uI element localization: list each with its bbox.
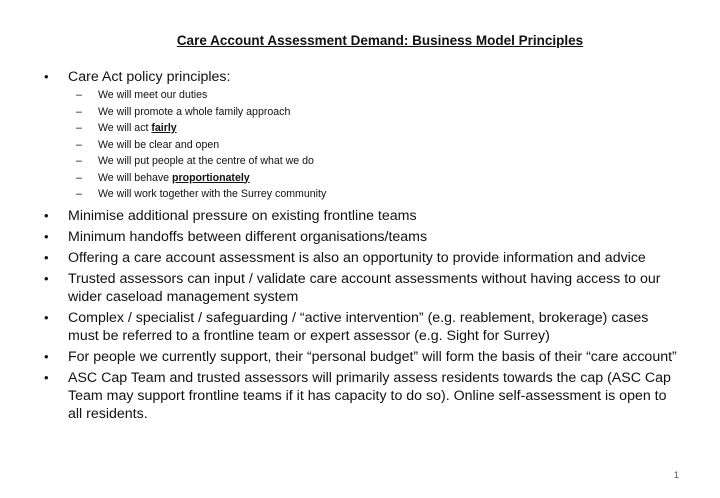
sublist-item xyxy=(68,121,682,138)
sublist-item-text: We will promote a whole family approach xyxy=(98,105,291,118)
sublist-item-text: We will be clear and open xyxy=(98,138,220,151)
list-item xyxy=(42,228,682,246)
list-item-policy xyxy=(42,68,682,204)
list-item xyxy=(42,369,682,423)
sublist-item xyxy=(68,88,682,105)
list-item-text: Minimise additional pressure on existing frontline teams xyxy=(68,207,417,224)
bullet-icon: • xyxy=(44,207,49,223)
list-item-text: Offering a care account assessment is also an opportunity to provide information and advice xyxy=(68,249,646,266)
list-item-text: For people we currently support, their “personal budget” will form the basis of their “care account” xyxy=(68,348,677,365)
sublist-item xyxy=(68,187,682,204)
bullet-icon: • xyxy=(44,348,49,364)
policy-heading: Care Act policy principles: xyxy=(68,69,231,85)
dash-icon: – xyxy=(76,171,82,184)
sublist-item-text: We will work together with the Surrey community xyxy=(98,188,327,200)
sublist-item xyxy=(68,154,682,171)
dash-icon: – xyxy=(76,89,82,101)
bullet-icon: • xyxy=(44,69,49,84)
bullet-icon: • xyxy=(44,270,49,286)
dash-icon: – xyxy=(76,105,82,118)
policy-sublist xyxy=(68,88,682,204)
list-item-text: ASC Cap Team and trusted assessors will primarily assess residents towards the cap (ASC Cap Team may support frontline teams if it has capacity to do so). Online self-assessment is open to all residents. xyxy=(68,369,671,422)
sublist-item-text: We will act xyxy=(98,122,152,134)
list-item xyxy=(42,348,682,366)
dash-icon: – xyxy=(76,155,82,167)
page-number: 1 xyxy=(673,470,679,481)
bullet-icon: • xyxy=(44,249,49,265)
sublist-item-text: We will put people at the centre of what we do xyxy=(98,155,314,167)
dash-icon: – xyxy=(76,188,82,200)
dash-icon: – xyxy=(76,138,82,151)
sublist-item xyxy=(68,171,682,188)
list-item xyxy=(42,270,682,306)
list-item xyxy=(42,207,682,225)
bullet-icon: • xyxy=(44,228,49,244)
list-item-text: Trusted assessors can input / validate care account assessments without having access to our wider caseload management system xyxy=(68,270,661,305)
list-item xyxy=(42,249,682,267)
list-item-text: Minimum handoffs between different organisations/teams xyxy=(68,228,428,245)
page-title: Care Account Assessment Demand: Business Model Principles xyxy=(176,33,584,48)
bullet-icon: • xyxy=(44,309,49,325)
principles-list xyxy=(42,68,682,426)
sublist-item-text: We will behave xyxy=(98,171,172,184)
sublist-item xyxy=(68,138,682,155)
bullet-icon: • xyxy=(44,369,49,385)
list-item-text: Complex / specialist / safeguarding / “active intervention” (e.g. reablement, brokerage) cases must be referred to a frontline team or expert assessor (e.g. Sight for Surrey) xyxy=(68,309,649,344)
emphasis-text: proportionately xyxy=(172,171,250,184)
emphasis-text: fairly xyxy=(151,122,177,134)
sublist-item-text: We will meet our duties xyxy=(98,89,208,101)
sublist-item xyxy=(68,105,682,122)
dash-icon: – xyxy=(76,122,82,134)
list-item xyxy=(42,309,682,345)
